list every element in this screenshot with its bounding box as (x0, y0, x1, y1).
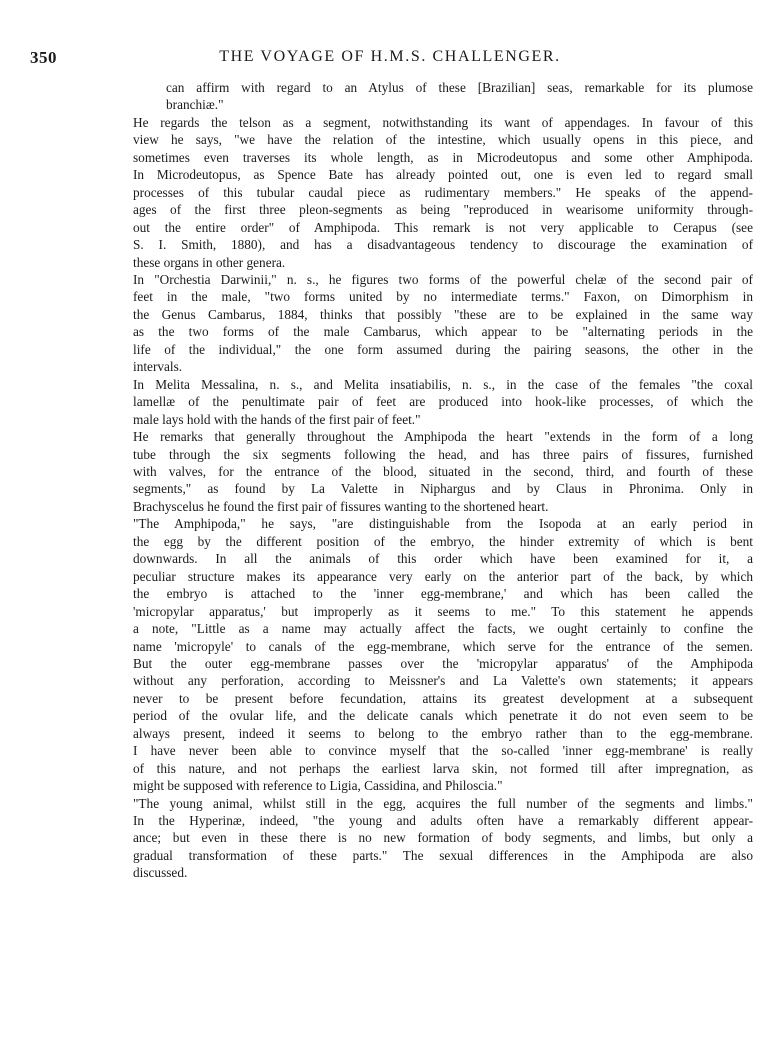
text-line: the embryo is attached to the 'inner egg-membrane,' and which has been called the (133, 586, 753, 602)
text-line: "The young animal, whilst still in the egg, acquires the full number of the segments and limbs." (133, 795, 753, 811)
text-line: male lays hold with the hands of the first pair of feet." (133, 411, 421, 427)
text-line: I have never been able to convince myself that the so-called 'inner egg-membrane' is really (133, 743, 753, 759)
text-line: without any perforation, according to Meissner's and La Valette's own statements; it appears (133, 673, 753, 689)
text-line: S. I. Smith, 1880), and has a disadvantageous tendency to discourage the examination of (133, 237, 753, 253)
paragraph (133, 376, 753, 428)
paragraph (133, 114, 753, 271)
text-line: as the two forms of the male Cambarus, which appear to be "alternating periods in the (133, 324, 753, 340)
text-line: Brachyscelus he found the first pair of fissures wanting to the shortened heart. (133, 498, 549, 514)
paragraph (133, 271, 753, 376)
body-text (133, 79, 753, 882)
text-line: out the entire order" of Amphipoda. This remark is not very applicable to Cerapus (see (133, 219, 753, 235)
text-line: In "Orchestia Darwinii," n. s., he figures two forms of the powerful chelæ of the second pair of (133, 271, 753, 287)
text-line: He regards the telson as a segment, notwithstanding its want of appendages. In favour of this (133, 114, 753, 130)
text-line: In the Hyperinæ, indeed, "the young and adults often have a remarkably different appear- (133, 813, 753, 829)
text-line: gradual transformation of these parts." The sexual differences in the Amphipoda are also (133, 847, 753, 863)
text-line: In Microdeutopus, as Spence Bate has already pointed out, one is even led to regard small (133, 167, 753, 183)
text-line: downwards. In all the animals of this order which have been examined for it, a (133, 551, 753, 567)
text-line: ages of the first three pleon-segments as being "reproduced in wearisome uniformity through- (133, 202, 753, 218)
text-line: feet in the male, "two forms united by no intermediate terms." Faxon, on Dimorphism in (133, 289, 753, 305)
text-line: always present, indeed it seems to belong to the embryo rather than to the egg-membrane. (133, 725, 753, 741)
running-header (30, 48, 750, 68)
text-line: period of the ovular life, and the delicate canals which penetrate it do not even seem to be (133, 708, 753, 724)
text-line: discussed. (133, 865, 188, 881)
text-line: branchiæ." (166, 97, 224, 113)
text-line: might be supposed with reference to Ligia, Cassidina, and Philoscia." (133, 778, 503, 794)
text-line: a note, "Little as a name may actually affect the facts, we ought certainly to confine the (133, 621, 753, 637)
text-line: tube through the six segments following the head, and has three pairs of fissures, furnished (133, 446, 753, 462)
text-line: of this nature, and not perhaps the earliest larva skin, not formed till after impregnation, as (133, 760, 753, 776)
text-line: ance; but even in these there is no new formation of body segments, and limbs, but only a (133, 830, 753, 846)
text-line: sometimes even traverses its whole length, as in Microdeutopus and some other Amphipoda. (133, 149, 753, 165)
paragraph (133, 79, 753, 114)
text-line: never to be present before fecundation, attains its greatest development at a subsequent (133, 690, 753, 706)
paragraph (133, 428, 753, 515)
text-line: view he says, "we have the relation of the intestine, which usually opens in this piece, and (133, 132, 753, 148)
text-line: intervals. (133, 359, 183, 375)
text-line: segments," as found by La Valette in Niphargus and by Claus in Phronima. Only in (133, 481, 753, 497)
paragraph (133, 795, 753, 882)
paragraph (133, 515, 753, 794)
text-line: the Genus Cambarus, 1884, thinks that possibly "these are to be explained in the same way (133, 306, 753, 322)
text-line: the egg by the different position of the embryo, the hinder extremity of which is bent (133, 533, 753, 549)
text-line: peculiar structure makes its appearance very early on the anterior part of the back, by which (133, 568, 753, 584)
text-line: name 'micropyle' to canals of the egg-membrane, which serve for the entrance of the semen. (133, 638, 753, 654)
text-line: lamellæ of the penultimate pair of feet are produced into hook-like processes, of which the (133, 394, 753, 410)
text-line: He remarks that generally throughout the Amphipoda the heart "extends in the form of a long (133, 429, 753, 445)
text-line: with valves, for the entrance of the blood, situated in the second, third, and fourth of these (133, 463, 753, 479)
text-line: But the outer egg-membrane passes over the 'micropylar apparatus' of the Amphipoda (133, 655, 753, 671)
text-line: In Melita Messalina, n. s., and Melita insatiabilis, n. s., in the case of the females "the coxal (133, 376, 753, 392)
text-line: "The Amphipoda," he says, "are distinguishable from the Isopoda at an early period in (133, 516, 753, 532)
text-line: life of the individual," the one form assumed during the pairing seasons, the other in the (133, 341, 753, 357)
text-line: these organs in other genera. (133, 254, 286, 270)
running-title: THE VOYAGE OF H.M.S. CHALLENGER. (219, 48, 561, 65)
text-line: 'micropylar apparatus,' but improperly as it seems to me." To this statement he appends (133, 603, 753, 619)
page-number: 350 (30, 48, 57, 67)
text-line: processes of this tubular caudal piece as rudimentary members." He speaks of the append- (133, 184, 753, 200)
text-line: can affirm with regard to an Atylus of these [Brazilian] seas, remarkable for its plumose (166, 80, 753, 95)
